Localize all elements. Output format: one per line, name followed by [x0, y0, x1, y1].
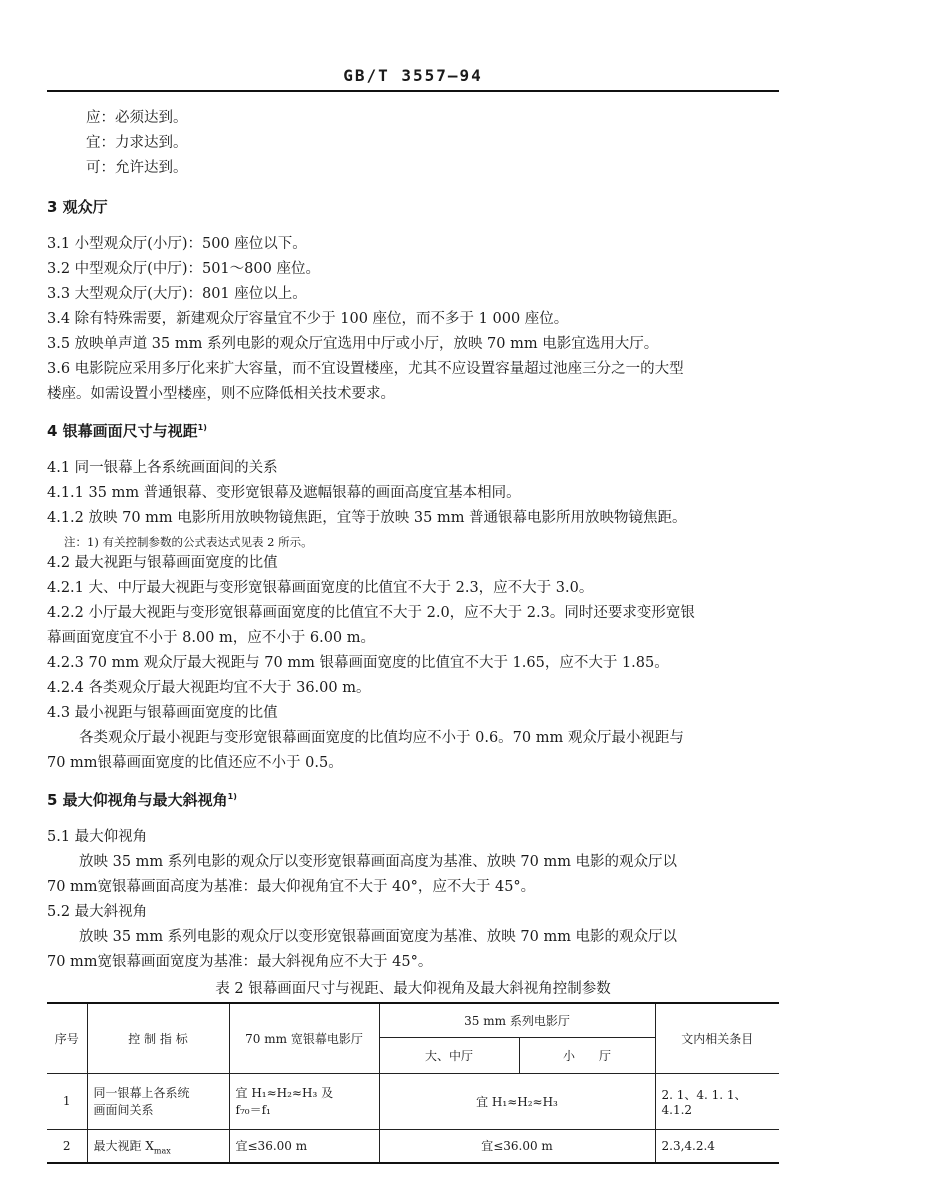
clause-5-1-body-line1: 放映 35 mm 系列电影的观众厅以变形宽银幕画面高度为基准、放映 70 mm 电影的观众厅以	[79, 854, 678, 870]
subheader-cell-large-medium: 大、中厅	[379, 1037, 519, 1073]
cell-index-subscript: max	[153, 1145, 171, 1155]
section-4-title-text: 4 银幕画面尺寸与视距	[47, 422, 198, 440]
table-header-row	[47, 1003, 779, 1037]
clause-5-2-body-line1: 放映 35 mm 系列电影的观众厅以变形宽银幕画面宽度为基准、放映 70 mm 电影的观众厅以	[79, 929, 678, 945]
clause-4-2-1: 4.2.1 大、中厅最大视距与变形宽银幕画面宽度的比值宜不大于 2.3，应不大于 3.0。	[47, 580, 594, 596]
table-2-caption: 表 2 银幕画面尺寸与视距、最大仰视角及最大斜视角控制参数	[215, 981, 611, 997]
clause-4-2-2-line1: 4.2.2 小厅最大视距与变形宽银幕画面宽度的比值宜不大于 2.0，应不大于 2.3。同时还要求变形宽银	[47, 605, 695, 621]
header-cell-ref: 文内相关条目	[655, 1003, 779, 1073]
cell-35mm: 宜≤36.00 m	[379, 1129, 655, 1163]
cell-index	[87, 1073, 229, 1129]
clause-4-2-2-line2: 幕画面宽度宜不小于 8.00 m，应不小于 6.00 m。	[47, 630, 376, 646]
cell-no: 1	[47, 1073, 87, 1129]
clause-5-2-body-line2: 70 mm宽银幕画面宽度为基准：最大斜视角应不大于 45°。	[47, 954, 433, 970]
footnote: 注：1) 有关控制参数的公式表达式见表 2 所示。	[64, 535, 313, 549]
section-5-title-text: 5 最大仰视角与最大斜视角	[47, 791, 228, 809]
term-yi: 宜：力求达到。	[86, 135, 188, 151]
cell-ref: 2.3,4.2.4	[655, 1129, 779, 1163]
clause-4-1: 4.1 同一银幕上各系统画面间的关系	[47, 460, 278, 476]
cell-index-line1: 同一银幕上各系统	[93, 1086, 190, 1100]
term-ying: 应：必须达到。	[86, 110, 188, 126]
table-row	[47, 1129, 779, 1163]
header-cell-no: 序号	[47, 1003, 87, 1073]
clause-3-1: 3.1 小型观众厅(小厅)：500 座位以下。	[47, 236, 307, 252]
cell-70mm-line1: 宜 H₁≈H₂≈H₃ 及	[235, 1086, 334, 1100]
cell-index-text: 最大视距 X	[93, 1138, 154, 1153]
cell-70mm-line2: f₇₀＝f₁	[235, 1103, 271, 1117]
cell-70mm: 宜≤36.00 m	[229, 1129, 379, 1163]
clause-4-3-body-line1: 各类观众厅最小视距与变形宽银幕画面宽度的比值均应不小于 0.6。70 mm 观众厅最小视距与	[79, 730, 684, 746]
clause-3-3: 3.3 大型观众厅(大厅)：801 座位以上。	[47, 286, 307, 302]
table-row	[47, 1073, 779, 1129]
clause-3-5: 3.5 放映单声道 35 mm 系列电影的观众厅宜选用中厅或小厅，放映 70 mm 电影宜选用大厅。	[47, 336, 659, 352]
clause-4-3: 4.3 最小视距与银幕画面宽度的比值	[47, 705, 278, 721]
cell-35mm: 宜 H₁≈H₂≈H₃	[379, 1073, 655, 1129]
clause-4-1-1: 4.1.1 35 mm 普通银幕、变形宽银幕及遮幅银幕的画面高度宜基本相同。	[47, 485, 521, 501]
clause-5-1: 5.1 最大仰视角	[47, 829, 148, 845]
footnote-ref: 1)	[227, 792, 237, 801]
standard-number-header: GB/T 3557—94	[343, 66, 483, 85]
clause-3-6-line2: 楼座。如需设置小型楼座，则不应降低相关技术要求。	[47, 386, 395, 402]
clause-4-2-4: 4.2.4 各类观众厅最大视距均宜不大于 36.00 m。	[47, 680, 371, 696]
clause-5-1-body-line2: 70 mm宽银幕画面高度为基准：最大仰视角宜不大于 40°，应不大于 45°。	[47, 879, 536, 895]
clause-4-2-3: 4.2.3 70 mm 观众厅最大视距与 70 mm 银幕画面宽度的比值宜不大于 1.65，应不大于 1.85。	[47, 655, 669, 671]
header-rule	[47, 90, 779, 92]
cell-70mm	[229, 1073, 379, 1129]
term-ke: 可：允许达到。	[86, 160, 188, 176]
cell-ref-line2: 4.1.2	[661, 1102, 693, 1117]
footnote-ref: 1)	[197, 423, 207, 432]
cell-index-line2: 画面间关系	[93, 1103, 154, 1117]
header-cell-70mm: 70 mm 宽银幕电影厅	[229, 1003, 379, 1073]
clause-3-6-line1: 3.6 电影院应采用多厅化来扩大容量，而不宜设置楼座，尤其不应设置容量超过池座三分之一的大型	[47, 361, 684, 377]
header-cell-35mm: 35 mm 系列电影厅	[379, 1003, 655, 1037]
section-5-title	[47, 790, 237, 810]
clause-3-4: 3.4 除有特殊需要，新建观众厅容量宜不少于 100 座位，而不多于 1 000 座位。	[47, 311, 569, 327]
clause-4-2: 4.2 最大视距与银幕画面宽度的比值	[47, 555, 278, 571]
clause-4-1-2: 4.1.2 放映 70 mm 电影所用放映物镜焦距，宜等于放映 35 mm 普通银幕电影所用放映物镜焦距。	[47, 510, 687, 526]
cell-no: 2	[47, 1129, 87, 1163]
clause-5-2: 5.2 最大斜视角	[47, 904, 148, 920]
section-4-title	[47, 421, 207, 441]
table-2	[47, 1002, 779, 1164]
cell-ref	[655, 1073, 779, 1129]
clause-4-3-body-line2: 70 mm银幕画面宽度的比值还应不小于 0.5。	[47, 755, 343, 771]
header-cell-index: 控 制 指 标	[87, 1003, 229, 1073]
cell-index	[87, 1129, 229, 1163]
subheader-cell-small: 小 厅	[519, 1037, 655, 1073]
cell-ref-line1: 2. 1、4. 1. 1、	[661, 1087, 747, 1102]
clause-3-2: 3.2 中型观众厅(中厅)：501～800 座位。	[47, 261, 320, 277]
section-3-title: 3 观众厅	[47, 198, 108, 216]
